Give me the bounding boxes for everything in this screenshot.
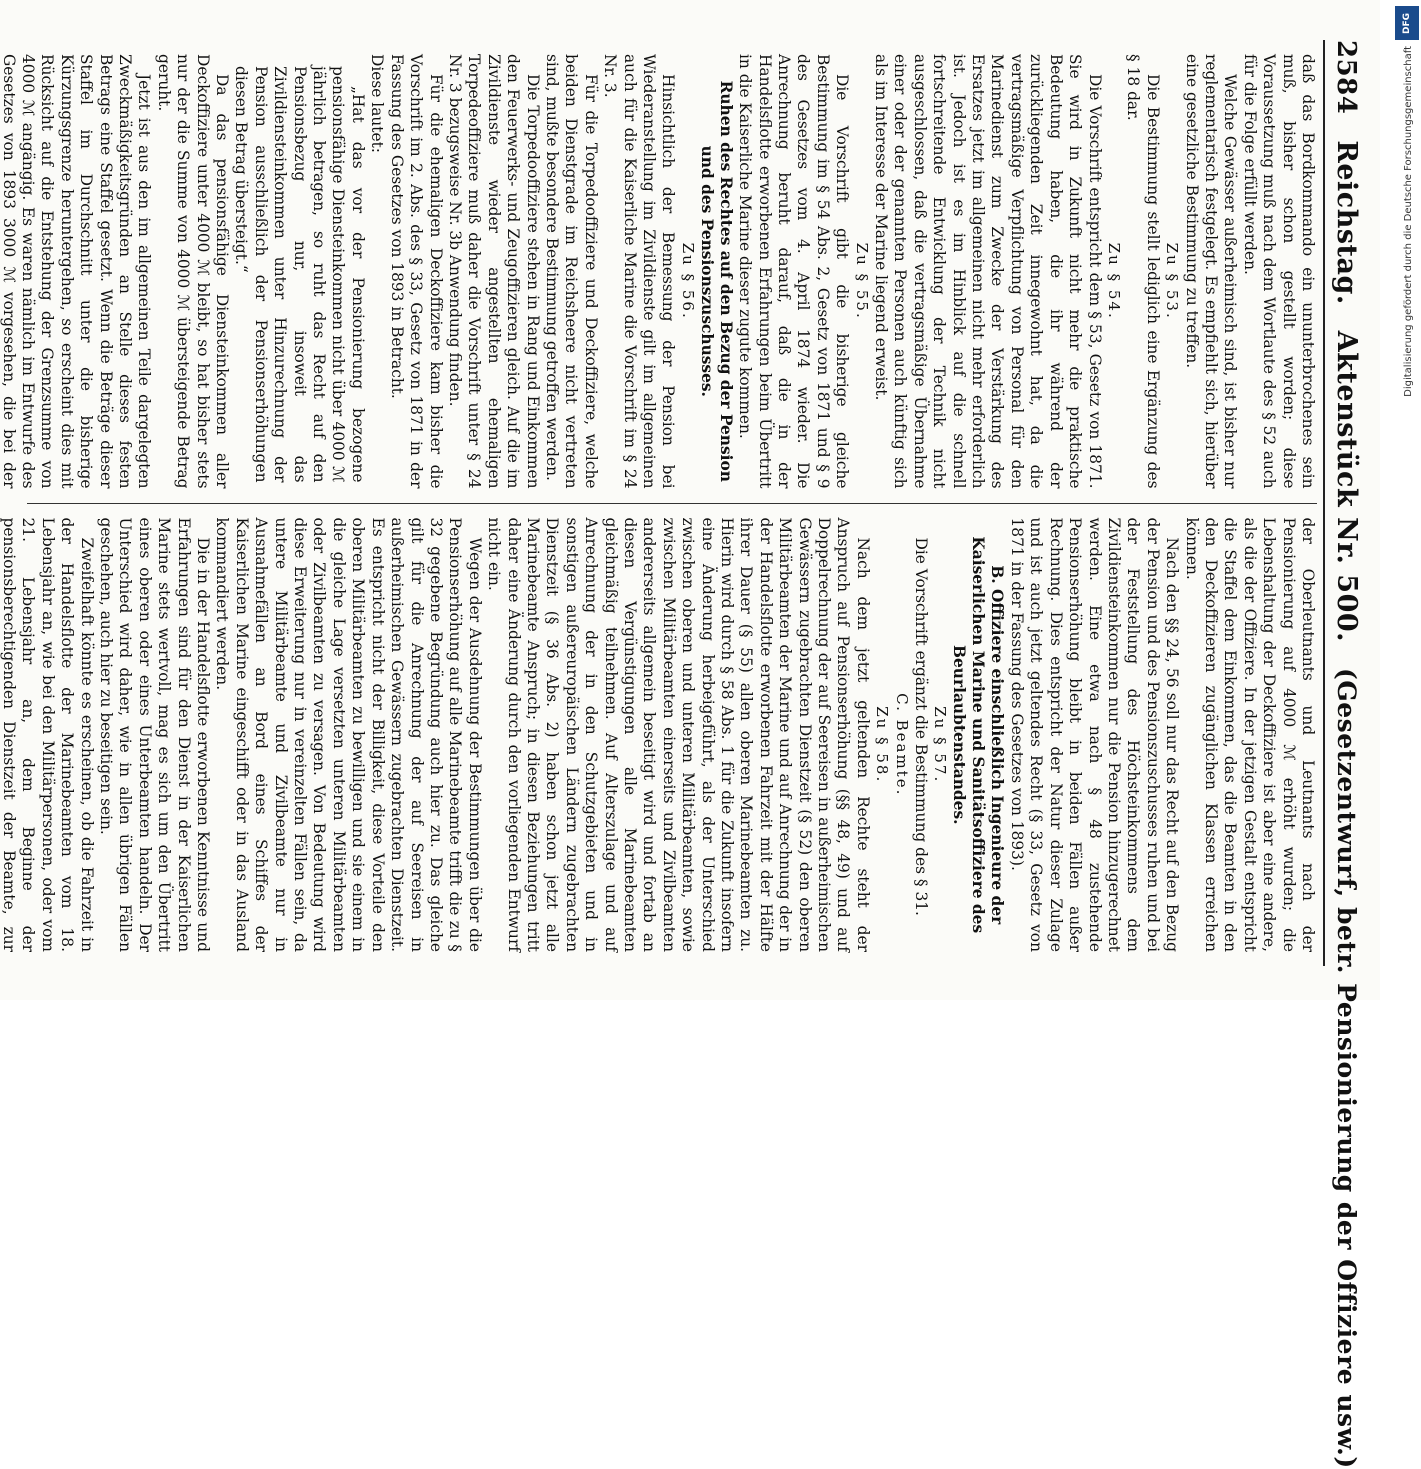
document-description: (Gesetzentwurf, betr. Pensionierung der Offiziere usw.) xyxy=(1332,668,1361,1469)
paragraph: Die Vorschrift ergänzt die Bestimmung des § 31. xyxy=(912,537,931,916)
section-label: Zu § 54. xyxy=(1104,242,1123,320)
section-heading: Ruhen des Rechtes auf den Bezug der Pension und des Pensionszuschusses. xyxy=(697,80,735,482)
section-label: C. Beamte. xyxy=(892,693,911,797)
funding-stamp xyxy=(1391,0,1421,1000)
section-label: Zu § 58. xyxy=(873,706,892,784)
paragraph: Zweifelhaft könnte es erscheinen, ob die Fahrzeit in der Handelsflotte der Marinebeamten vom 18. Lebensjahr an, wie bei den Militärpersonen, oder vom 21. Lebensjahr an, dem Beginne der pensionsberechtigenden Dienstzeit der Beamte, zur xyxy=(0,517,96,952)
column-right xyxy=(0,503,1317,967)
document-reference: Aktenstück Nr. 500. xyxy=(1331,330,1362,643)
publication-title: Reichstag. xyxy=(1331,140,1362,305)
paragraph: der Oberleutnants und Leutnants nach der Pensionierung auf 4000 ℳ erhöht wurden; die Lebenshaltung der Deckoffiziere ist aber eine andere, als die der Offiziere. In der jetzigen Gestalt entspricht die Staffel dem Einkommen, das die Beamten in den den Deckoffizieren zugänglichen Klassen erreichen können. xyxy=(1182,517,1317,952)
paragraph: Die Vorschrift entspricht dem § 53, Gesetz von 1871. Sie wird in Zukunft nicht mehr die praktische Bedeutung haben, die ihr während der zurückliegenden Zeit innegewohnt hat, da die vertragsmäßige Verpflichtung von Personal für den Marinedienst zum Zwecke der Verstärkung des Ersatzes jetzt im allgemeinen nicht mehr erforderlich ist. Jedoch ist es im Hinblick auf die schnell fortschreitende Entwicklung der Technik nicht ausgeschlossen, daß die vertragsmäßige Übernahme einer oder der genannten Personen auch künftig sich als im Interesse der Marine liegend erweist. xyxy=(872,54,1104,489)
funding-notice: Digitalisierung gefördert durch die Deutsche Forschungsgemeinschaft xyxy=(1403,46,1414,397)
paragraph: Diese lautet: xyxy=(368,54,387,153)
paragraph: Welche Gewässer außerheimisch sind, ist bisher nur reglementarisch festgelegt. Es empfiehlt sich, hierüber eine gesetzliche Bestimmung zu treffen. xyxy=(1182,54,1240,489)
paragraph: Wegen der Ausdehnung der Bestimmungen über die Pensionserhöhung auf alle Marinebeamte trifft die zu § 32 gegebene Begründung auch hier zu. Das gleiche gilt für die Anrechnung der auf Seereisen in außerheimischen Gewässern zugebrachten Dienstzeit. Es entspricht nicht der Billigkeit, diese Vorteile den oberen Militärbeamten zu bewilligen und sie einem in die gleiche Lage versetzten unteren Militärbeamten oder Zivilbeamten zu versagen. Von Bedeutung wird diese Erweiterung nur in vereinzelten Fällen sein, da untere Militärbeamte und Zivilbeamte nur in Ausnahmefällen an Bord eines Schiffes der Kaiserlichen Marine eingeschifft oder in das Ausland kommandiert werden. xyxy=(213,517,484,952)
paragraph: Die Vorschrift gibt die bisherige gleiche Bestimmung im § 54 Abs. 2, Gesetz von 1871 und § 9 des Gesetzes vom 4. April 1874 wieder. Die Anrechnung beruht darauf, daß die in der Handelsflotte erworbenen Erfahrungen beim Übertritt in die Kaiserliche Marine dieser zugute kommen. xyxy=(736,54,852,489)
paragraph: daß das Bordkommando ein ununterbrochenes sein muß, bisher schon gestellt worden; diese Voraussetzung muß nach dem Wortlaute des § 52 auch für die Folge erfüllt werden. xyxy=(1240,54,1317,489)
paragraph: Nach dem jetzt geltenden Rechte steht der Anspruch auf Pensionserhöhung (§§ 48, 49) und auf Doppelrechnung der auf Seereisen in außerheimischen Gewässern zugebrachten Dienstzeit (§ 52) den oberen Militärbeamten der Marine und auf Anrechnung der in der Handelsflotte erworbenen Fahrzeit mit der Hälfte ihrer Dauer (§ 55) allen oberen Marinebeamten zu. Hierin wird durch § 58 Abs. 1 für die Zukunft insofern eine Änderung herbeigeführt, als der Unterschied zwischen oberen und unteren Militärbeamten, sowie zwischen Militärbeamten einerseits und Zivilbeamten andererseits allgemein beseitigt wird und fortab an diesen Vergünstigungen alle Marinebeamten gleichmäßig teilnehmen. Auf Alterszulage und auf Anrechnung der in den Schutzgebieten und in sonstigen außereuropäischen Ländern zugebrachten Dienstzeit (§ 36 Abs. 2) haben schon jetzt alle Marinebeamte Anspruch; in diesen Beziehungen tritt daher eine Änderung durch den vorliegenden Entwurf nicht ein. xyxy=(485,517,872,952)
paragraph: Da das pensionsfähige Diensteinkommen aller Deckoffiziere unter 4000 ℳ bleibt, so hat bisher stets nur der die Summe von 4000 ℳ übersteigende Betrag geruht. xyxy=(154,54,232,489)
page-number: 2584 xyxy=(1331,40,1361,115)
paragraph: Für die Torpedooffiziere und Deckoffiziere, welche beiden Dienstgrade im Reichsheere nicht vertreten sind, mußte besondere Bestimmung getroffen werden. xyxy=(542,54,600,489)
paragraph: Für die ehemaligen Deckoffiziere kam bisher die Vorschrift im 2. Abs. des § 33, Gesetz von 1871 in der Fassung des Gesetzes von 1893 in Betracht. xyxy=(387,54,445,489)
paragraph: Die in der Handelsflotte erworbenen Kenntnisse und Erfahrungen sind für den Dienst in der Kaiserlichen Marine stets wertvoll, mag es sich um den Übertritt eines oberen oder eines Unterbeamten handeln. Der Unterschied wird daher, wie in allen übrigen Fällen geschehen, auch hier zu beseitigen sein. xyxy=(97,517,213,952)
paragraph: Die Bestimmung stellt lediglich eine Ergänzung des § 18 dar. xyxy=(1124,54,1162,489)
text-columns xyxy=(0,40,1317,966)
section-heading: B. Offiziere einschließlich Ingenieure der Kaiserlichen Marine und Sanitätsoffiziere des Beurlaubtenstandes. xyxy=(950,536,1007,934)
section-label: Zu § 57. xyxy=(931,706,950,784)
quotation: „Hat das vor der Pensionierung bezogene pensionsfähige Diensteinkommen nicht über 4000 ℳ jährlich betragen, so ruht das Recht auf den Pensionsbezug nur, insoweit das Zivildiensteinkommen unter Hinzurechnung der Pension ausschließlich der Pensionserhöhungen diesen Betrag übersteigt.“ xyxy=(232,66,367,483)
paragraph: Jetzt ist aus den im allgemeinen Teile dargelegten Zweckmäßigkeitsgründen an Stelle dieses festen Betrags eine Staffel gesetzt. Wenn die Beträge dieser Staffel im Durchschnitt unter die bisherige Kürzungsgrenze heruntergehen, so erscheint dies mit Rücksicht auf die Entstehung der Grenzsumme von 4000 ℳ angängig. Es waren nämlich im Entwurfe des Gesetzes von 1893 3000 ℳ vorgesehen, die bei der xyxy=(0,54,154,489)
dfg-logo: DFG xyxy=(1395,6,1419,40)
section-label: Zu § 56. xyxy=(678,242,697,320)
paragraph: Nach den §§ 24, 56 soll nur das Recht auf den Bezug der Pension und des Pensionszuschusses ruhen und bei der Feststellung des Höchsteinkommens dem Zivildiensteinkommen nur die Pension hinzugerechnet werden. Eine etwa nach § 48 zustehende Pensionserhöhung bleibt in beiden Fällen außer Rechnung. Dies entspricht der Natur dieser Zulage und ist auch jetzt geltendes Recht (§ 33, Gesetz von 1871 in der Fassung des Gesetzes von 1893). xyxy=(1007,517,1182,952)
column-left xyxy=(0,40,1317,503)
section-label: Zu § 53. xyxy=(1163,242,1182,320)
section-label: Zu § 55. xyxy=(852,242,871,320)
paragraph: Die Torpedooffiziere stehen in Rang und Einkommen den Feuerwerks- und Zeugoffizieren gleich. Auf die im Zivildienste wieder angestellten ehemaligen Torpedeoffiziere muß daher die Vorschrift unter § 24 Nr. 3 bezugsweise Nr. 3b Anwendung finden. xyxy=(445,54,542,489)
paragraph: Hinsichtlich der Bemessung der Pension bei Wiederanstellung im Zivildienste gilt im allgemeinen auch für die Kaiserliche Marine die Vorschrift im § 24 Nr. 3. xyxy=(601,54,678,489)
page-header xyxy=(1323,40,1362,1469)
